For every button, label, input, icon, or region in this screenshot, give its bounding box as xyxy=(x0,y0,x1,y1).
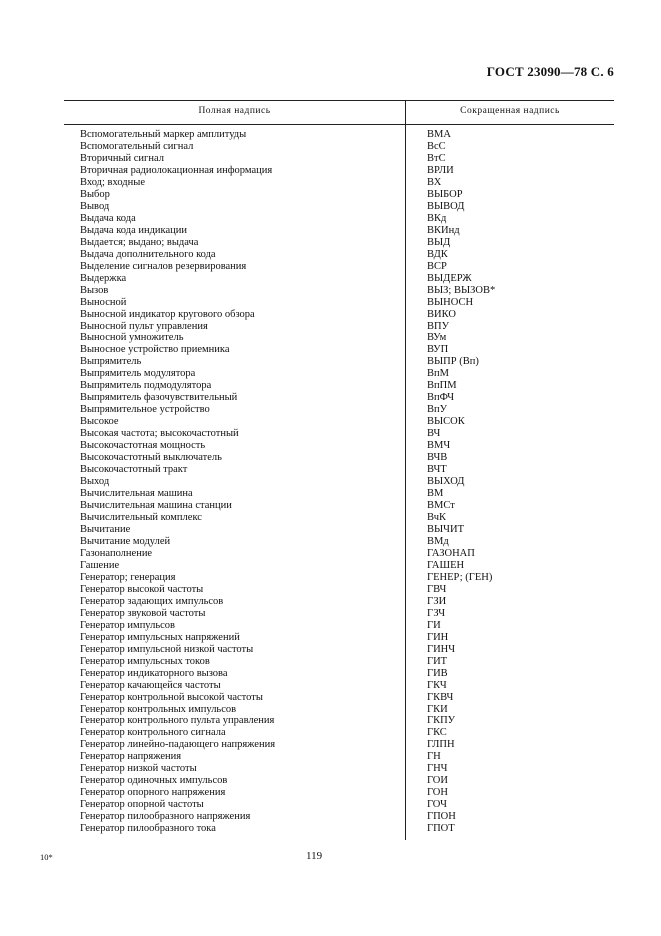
full-label: Генератор задающих импульсов xyxy=(80,595,224,607)
short-label: ВМ xyxy=(427,488,444,500)
short-label: ГКВЧ xyxy=(427,691,454,703)
full-label: Вспомогательный маркер амплитуды xyxy=(80,129,247,140)
full-label: Генератор контрольного сигнала xyxy=(80,727,226,739)
table-row xyxy=(80,249,614,261)
column-header-full: Полная надпись xyxy=(198,106,271,116)
table-row xyxy=(80,440,614,452)
short-label: ВпМ xyxy=(427,368,449,380)
full-label: Генератор качающейся частоты xyxy=(80,679,221,691)
short-label: ВИКО xyxy=(427,308,456,320)
table-row xyxy=(80,309,614,321)
short-label: ГН xyxy=(427,751,441,763)
table-row xyxy=(80,715,614,727)
table-row xyxy=(80,680,614,692)
table-row xyxy=(80,644,614,656)
table-header-rule xyxy=(64,124,614,125)
table-row xyxy=(80,620,614,632)
short-label: ВЫЗ; ВЫЗОВ* xyxy=(427,284,496,296)
short-label: ВЧВ xyxy=(427,452,448,464)
short-label: ГПОН xyxy=(427,811,456,823)
table-row xyxy=(80,404,614,416)
table-row xyxy=(80,823,614,835)
table-row xyxy=(80,464,614,476)
short-label: ВЫСОК xyxy=(427,416,465,428)
table-row xyxy=(80,344,614,356)
table-row xyxy=(80,536,614,548)
full-label: Вход; входные xyxy=(80,176,145,188)
short-label: ГОН xyxy=(427,787,448,799)
table-row xyxy=(80,656,614,668)
short-label: ГКЧ xyxy=(427,679,447,691)
short-label: ГЕНЕР; (ГЕН) xyxy=(427,571,493,583)
short-label: ГЛПН xyxy=(427,739,455,751)
table-row xyxy=(80,488,614,500)
short-label: ВМА xyxy=(427,129,451,140)
table-row xyxy=(80,476,614,488)
short-label: ГАШЕН xyxy=(427,559,465,571)
full-label: Генератор пилообразного тока xyxy=(80,823,216,835)
full-label: Высокочастотный тракт xyxy=(80,464,188,476)
short-label: ГИН xyxy=(427,631,449,643)
table-row xyxy=(80,428,614,440)
short-label: ГНЧ xyxy=(427,763,448,775)
full-label: Генератор линейно-падающего напряжения xyxy=(80,739,276,751)
short-label: ВчК xyxy=(427,512,447,523)
short-label: ВсС xyxy=(427,140,446,152)
full-label: Генератор звуковой частоты xyxy=(80,607,206,619)
short-label: ГКС xyxy=(427,727,447,739)
short-label: ВЧ xyxy=(427,428,441,440)
full-label: Генератор опорной частоты xyxy=(80,799,204,811)
table-row xyxy=(80,739,614,751)
full-label: Генератор высокой частоты xyxy=(80,583,204,595)
short-label: ГОЧ xyxy=(427,799,447,811)
full-label: Генератор опорного напряжения xyxy=(80,787,226,799)
table-row xyxy=(80,321,614,333)
table-row xyxy=(80,668,614,680)
table-row xyxy=(80,201,614,213)
full-label: Генератор импульсных токов xyxy=(80,655,210,667)
table-row xyxy=(80,261,614,273)
table-row xyxy=(80,572,614,584)
table-row xyxy=(80,524,614,536)
short-label: ГКИ xyxy=(427,703,448,715)
full-label: Выдается; выдано; выдача xyxy=(80,236,199,248)
full-label: Генератор импульсов xyxy=(80,619,175,631)
short-label: ГАЗОНАП xyxy=(427,547,475,559)
short-label: ВпУ xyxy=(427,404,448,416)
short-label: ВЫНОСН xyxy=(427,296,474,308)
short-label: ВЫХОД xyxy=(427,476,465,488)
short-label: ГЗИ xyxy=(427,595,447,607)
short-label: ВУП xyxy=(427,344,449,356)
full-label: Генератор пилообразного напряжения xyxy=(80,811,251,823)
full-label: Гашение xyxy=(80,559,120,571)
table-row xyxy=(80,811,614,823)
table-row xyxy=(80,704,614,716)
short-label: ВСР xyxy=(427,260,447,272)
table-row xyxy=(80,751,614,763)
short-label: ВЧТ xyxy=(427,464,447,476)
full-label: Выбор xyxy=(80,188,110,200)
table-row xyxy=(80,392,614,404)
short-label: ГКПУ xyxy=(427,715,456,727)
full-label: Выдача дополнительного кода xyxy=(80,248,216,260)
table-row xyxy=(80,452,614,464)
full-label: Вычислительная машина xyxy=(80,488,193,500)
table-row xyxy=(80,368,614,380)
short-label: ВЫДЕРЖ xyxy=(427,272,472,284)
full-label: Генератор контрольной высокой частоты xyxy=(80,691,263,703)
full-label: Высокочастотный выключатель xyxy=(80,452,222,464)
table-row xyxy=(80,608,614,620)
full-label: Выносной пульт управления xyxy=(80,320,208,332)
full-label: Выдержка xyxy=(80,272,127,284)
table-row xyxy=(80,297,614,309)
table-row xyxy=(80,692,614,704)
page-header: ГОСТ 23090—78 С. 6 xyxy=(486,64,614,79)
full-label: Выносной умножитель xyxy=(80,332,184,344)
full-label: Вторичный сигнал xyxy=(80,152,164,164)
full-label: Выносное устройство приемника xyxy=(80,344,230,356)
table-row xyxy=(80,141,614,153)
table-row xyxy=(80,799,614,811)
full-label: Вычитание xyxy=(80,523,131,535)
short-label: ВМСт xyxy=(427,500,455,512)
short-label: ВМд xyxy=(427,535,449,547)
table-row xyxy=(80,787,614,799)
full-label: Газонаполнение xyxy=(80,547,153,559)
short-label: ГИВ xyxy=(427,667,448,679)
full-label: Высокое xyxy=(80,416,119,428)
short-label: ВтС xyxy=(427,152,446,164)
table-row xyxy=(80,356,614,368)
full-label: Генератор напряжения xyxy=(80,751,182,763)
table-row xyxy=(80,213,614,225)
full-label: Выпрямительное устройство xyxy=(80,404,210,416)
table-row xyxy=(80,632,614,644)
full-label: Генератор индикаторного вызова xyxy=(80,667,228,679)
table-row xyxy=(80,500,614,512)
full-label: Выпрямитель фазочувствительный xyxy=(80,392,238,404)
short-label: ГПОТ xyxy=(427,823,455,835)
short-label: ГОИ xyxy=(427,775,448,787)
full-label: Выдача кода xyxy=(80,212,136,224)
table-row xyxy=(80,177,614,189)
short-label: ВКд xyxy=(427,212,447,224)
short-label: ГВЧ xyxy=(427,583,447,595)
table-row xyxy=(80,560,614,572)
table-row xyxy=(80,273,614,285)
short-label: ГИНЧ xyxy=(427,643,456,655)
short-label: ВЫД xyxy=(427,236,451,248)
table-row xyxy=(80,153,614,165)
table-row xyxy=(80,380,614,392)
table-row xyxy=(80,165,614,177)
full-label: Генератор контрольных импульсов xyxy=(80,703,237,715)
table-rows xyxy=(80,129,614,835)
short-label: ВХ xyxy=(427,176,442,188)
table-row xyxy=(80,416,614,428)
full-label: Вспомогательный сигнал xyxy=(80,140,194,152)
short-label: ВпФЧ xyxy=(427,392,455,404)
abbreviation-table xyxy=(64,100,614,840)
short-label: ГЗЧ xyxy=(427,607,446,619)
full-label: Высокочастотная мощность xyxy=(80,440,206,452)
table-row xyxy=(80,548,614,560)
short-label: ГИТ xyxy=(427,655,448,667)
footnote-mark: 10* xyxy=(40,852,53,862)
short-label: ВЫБОР xyxy=(427,188,463,200)
full-label: Выпрямитель xyxy=(80,356,142,368)
full-label: Генератор; генерация xyxy=(80,571,176,583)
full-label: Вызов xyxy=(80,284,109,296)
full-label: Вторичная радиолокационная информация xyxy=(80,164,273,176)
full-label: Вычислительная машина станции xyxy=(80,500,232,512)
full-label: Выделение сигналов резервирования xyxy=(80,260,247,272)
full-label: Выдача кода индикации xyxy=(80,224,188,236)
column-header-short: Сокращенная надпись xyxy=(460,106,560,116)
full-label: Генератор импульсной низкой частоты xyxy=(80,643,254,655)
table-row xyxy=(80,129,614,141)
table-row xyxy=(80,727,614,739)
full-label: Вывод xyxy=(80,200,110,212)
full-label: Генератор импульсных напряжений xyxy=(80,631,240,643)
page-number: 119 xyxy=(306,850,323,862)
full-label: Выход xyxy=(80,476,110,488)
table-row xyxy=(80,775,614,787)
full-label: Вычитание модулей xyxy=(80,535,171,547)
short-label: ВДК xyxy=(427,248,448,260)
short-label: ВЫПР (Вп) xyxy=(427,356,479,368)
table-row xyxy=(80,189,614,201)
short-label: ВКИнд xyxy=(427,224,460,236)
table-row xyxy=(80,763,614,775)
table-row xyxy=(80,332,614,344)
short-label: ВПУ xyxy=(427,320,450,332)
table-row xyxy=(80,237,614,249)
full-label: Высокая частота; высокочастотный xyxy=(80,428,239,440)
table-row xyxy=(80,225,614,237)
full-label: Выпрямитель модулятора xyxy=(80,368,196,380)
full-label: Генератор низкой частоты xyxy=(80,763,197,775)
short-label: ВЫЧИТ xyxy=(427,523,464,535)
full-label: Выносной индикатор кругового обзора xyxy=(80,308,255,320)
full-label: Выносной xyxy=(80,296,127,308)
table-row xyxy=(80,512,614,524)
full-label: Вычислительный комплекс xyxy=(80,512,202,523)
short-label: ВУм xyxy=(427,332,447,344)
table-row xyxy=(80,596,614,608)
full-label: Генератор одиночных импульсов xyxy=(80,775,228,787)
short-label: ВпПМ xyxy=(427,380,457,392)
full-label: Выпрямитель подмодулятора xyxy=(80,380,212,392)
short-label: ВРЛИ xyxy=(427,164,454,176)
full-label: Генератор контрольного пульта управления xyxy=(80,715,275,727)
table-row xyxy=(80,285,614,297)
short-label: ВМЧ xyxy=(427,440,451,452)
table-row xyxy=(80,584,614,596)
short-label: ГИ xyxy=(427,619,441,631)
short-label: ВЫВОД xyxy=(427,200,465,212)
table-top-rule xyxy=(64,100,614,101)
